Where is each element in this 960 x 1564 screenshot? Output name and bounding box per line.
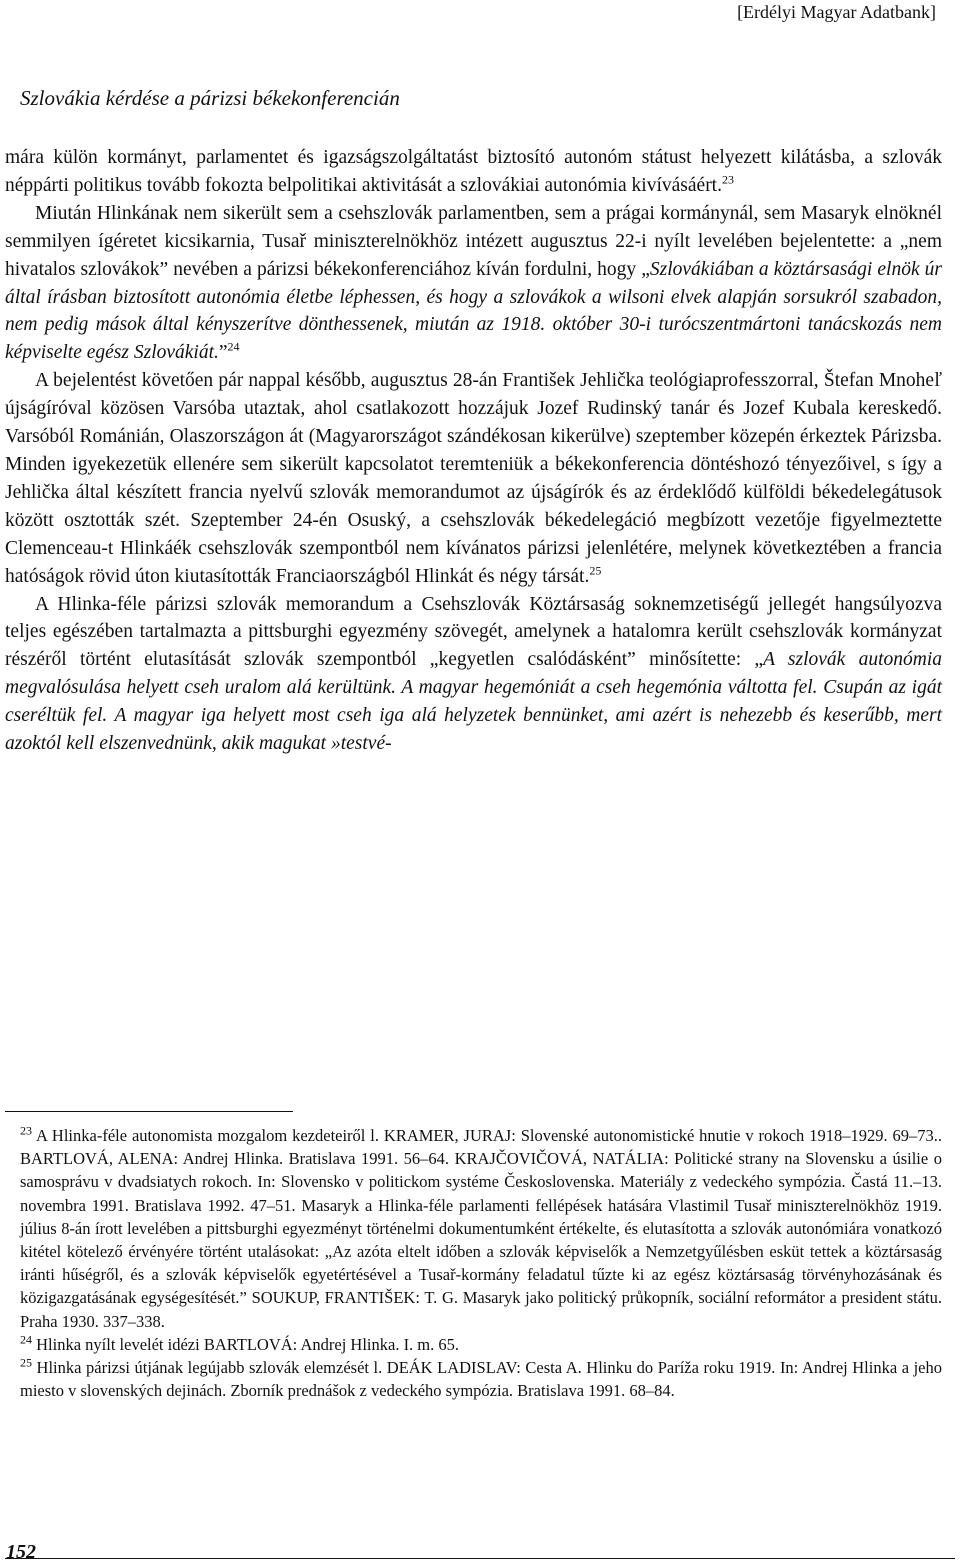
paragraph-4 [5,591,942,758]
footer-divider [5,1558,955,1559]
footnote-ref: 23 [721,172,734,187]
paragraph-text: A Hlinka-féle párizsi szlovák memorandum a Csehszlovák Köztársaság soknemzetiségű jellegét hangsúlyozva teljes egészében tartalmazta a pittsburghi egyezmény szövegét, amelynek a hatalomra került csehszlovák kormányzat részéről történt elutasítását szlovák szempontból „kegyetlen csalódásként” minősítette: „ [5,593,942,671]
paragraph-3 [5,367,942,590]
paragraph-2 [5,200,942,367]
footnote-number: 25 [20,1355,32,1370]
footnotes [20,1124,942,1402]
footnote-divider [5,1111,293,1112]
footnote-23 [20,1124,942,1333]
quotation: A szlovák autonómia megvalósulása helyett cseh uralom alá kerültünk. A magyar hegemóniát a cseh hegemónia váltotta fel. Csupán az igát cseréltük fel. A magyar iga helyett most cseh iga alá helyzetek bennünket, ami azért is nehezebb és keserűbb, mert azoktól kell elszenvednünk, akik magukat »testvé- [5,649,942,755]
paragraph-1 [5,144,942,200]
header-source: [Erdélyi Magyar Adatbank] [737,2,936,22]
body-text [5,144,942,758]
footnote-text: A Hlinka-féle autonomista mozgalom kezdeteiről l. KRAMER, JURAJ: Slovenské autonomistické hnutie v rokoch 1918–1929. 69–73.. BARTLOVÁ, ALENA: Andrej Hlinka. Bratislava 1991. 56–64. KRAJČOVIČOVÁ, NATÁLIA: Politické strany na Slovensku a úsilie o samosprávu v dvadsiatych rokoch. In: Slovensko v politickom systéme Československa. Materiály z vedeckého sympózia. Častá 11.–13. novembra 1991. Bratislava 1992. 47–51. Masaryk a Hlinka-féle parlamenti fellépések hatására Vlastimil Tusař miniszterelnökhöz 1919. július 8-án írott levelében a pittsburghi egyezményt történelmi dokumentumként értékelte, és elutasította a szlovák autonómiára vonatkozó kitétel kötelező érvényére történt utalásokat: „Az azóta eltelt időben a szlovák képviselők a Nemzetgyűlésben esküt tettek a köztársaság iránti hűségről, és a szlovák képviselők egyetértésével a Tusař-kormány feladatul tűzte ki az egész köztársaság törvényhozásának és közigazgatásának egységesítését.” SOUKUP, FRANTIŠEK: T. G. Masaryk jako politický průkopník, sociální reformátor a president státu. Praha 1930. 337–338. [20,1126,943,1331]
footnote-24 [20,1333,942,1356]
footnote-ref: 24 [227,339,240,354]
running-title: Szlovákia kérdése a párizsi békekonferencián [20,86,400,110]
footnote-text: Hlinka párizsi útjának legújabb szlovák elemzését l. DEÁK LADISLAV: Cesta A. Hlinku do Paríža roku 1919. In: Andrej Hlinka a jeho miesto v slovenských dejinách. Zborník prednášok z vedeckého sympózia. Bratislava 1991. 68–84. [20,1358,942,1401]
paragraph-text: Miután Hlinkának nem sikerült sem a csehszlovák parlamentben, sem a prágai kormánynál, sem Masaryk elnöknél semmilyen ígéretet kicsikarnia, Tusař miniszterelnökhöz intézett augusztus 22-i nyílt levelében bejelentette: a „nem hivatalos szlovákok” nevében a párizsi békekonferenciához kíván fordulni, hogy „ [5,202,942,280]
paragraph-text: A bejelentést követően pár nappal később, augusztus 28-án František Jehlička teológiaprofesszorral, Štefan Mnoheľ újságíróval közösen Varsóba utaztak, ahol csatlakozott hozzájuk Jozef Rudinský tanár és Jozef Kubala kereskedő. Varsóból Románián, Olaszországon át (Magyarországot szándékosan kikerülve) szeptember közepén érkeztek Párizsba. Minden igyekezetük ellenére sem sikerült kapcsolatot teremteniük a békekonferencia döntéshozó tényezőivel, s így a Jehlička által készített francia nyelvű szlovák memorandumot az újságírók és az érdeklődő külföldi békedelegátusok között osztották szét. Szeptember 24-én Osuský, a csehszlovák békedelegáció megbízott vezetője figyelmeztette Clemenceau-t Hlinkáék csehszlovák szempontból nem kívánatos párizsi jelenlétére, melynek következtében a francia hatóságok rövid úton kiutasították Franciaországból Hlinkát és négy társát. [5,370,942,587]
page-number: 152 [6,1541,36,1563]
footnote-text: Hlinka nyílt levelét idézi BARTLOVÁ: Andrej Hlinka. I. m. 65. [36,1334,460,1354]
closing-quote: ” [218,342,228,364]
footnote-ref: 25 [589,563,602,578]
footnote-25 [20,1356,942,1402]
footnote-number: 23 [20,1123,32,1138]
quotation: Szlovákiában a köztársasági elnök úr által írásban biztosított autonómia életbe léphessen, és hogy a szlovákok a wilsoni elvek alapján sorsukról szabadon, nem pedig mások által kényszerítve dönthessenek, miután az 1918. október 30-i turócszentmártoni tanácskozás nem képviselte egész Szlovákiát. [5,258,942,364]
footnote-number: 24 [20,1332,32,1347]
paragraph-text: mára külön kormányt, parlamentet és igazságszolgáltatást biztosító autonóm státust helyezett kilátásba, a szlovák néppárti politikus tovább fokozta belpolitikai aktivitását a szlovákiai autonómia kivívásáért. [5,147,942,196]
